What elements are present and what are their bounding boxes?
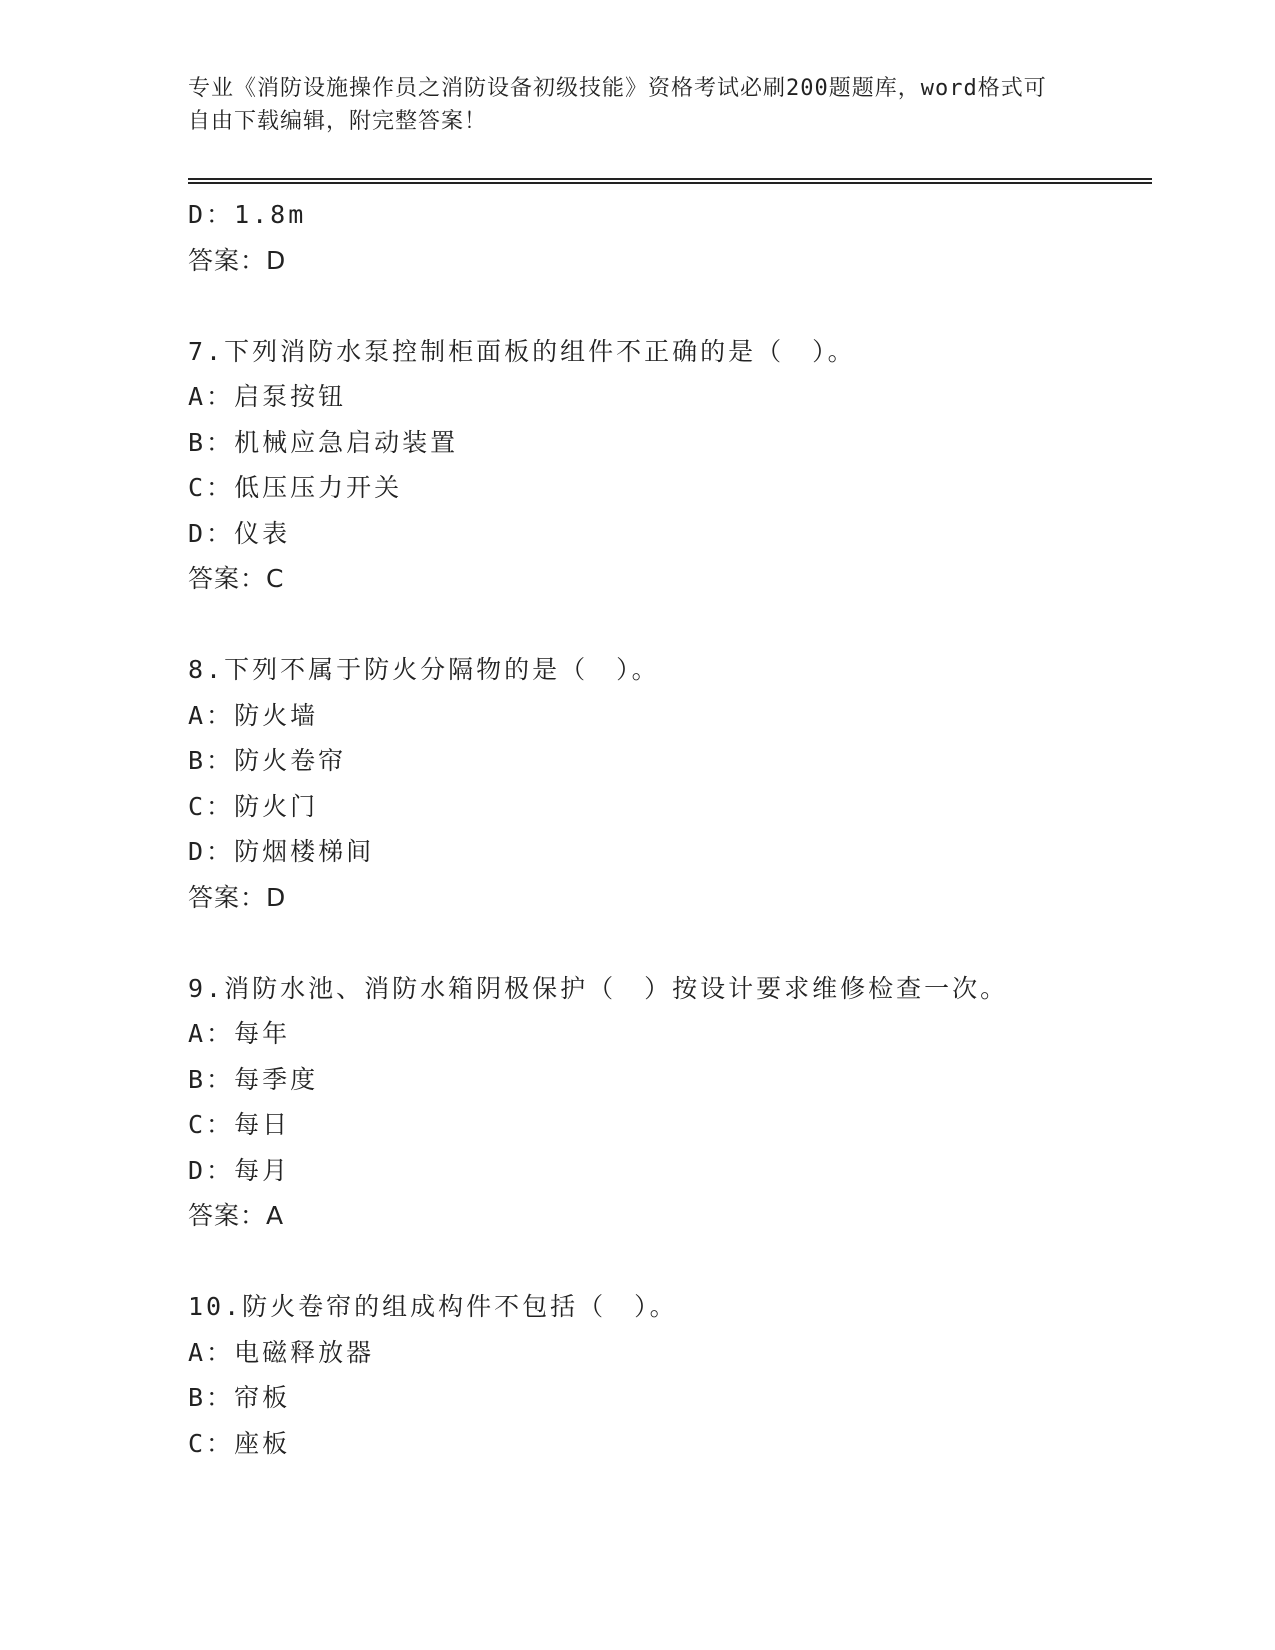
option-label: B：	[188, 746, 235, 775]
option-label: D：	[188, 200, 235, 229]
option-text: 每月	[234, 1155, 291, 1185]
option-c	[188, 465, 1148, 511]
option-text: 电磁释放器	[234, 1337, 375, 1367]
option-label: D：	[188, 837, 235, 866]
option-text: 防火门	[234, 791, 319, 821]
question-10	[188, 1284, 1148, 1466]
page-header: 专业《消防设施操作员之消防设备初级技能》资格考试必刷200题题库，word格式可自由下载编辑，附完整答案！	[188, 76, 1047, 134]
option-b	[188, 738, 1148, 784]
option-label: A：	[188, 1337, 235, 1367]
option-text: 启泵按钮	[234, 382, 347, 411]
header-divider	[188, 178, 1152, 184]
option-text: 防火墙	[234, 700, 319, 730]
option-label: C：	[188, 473, 235, 502]
question-stem: 7.下列消防水泵控制柜面板的组件不正确的是（ ）。	[188, 336, 856, 366]
option-text: 仪表	[234, 518, 291, 548]
question-8	[188, 647, 1148, 920]
option-b	[188, 1375, 1148, 1421]
question-7	[188, 329, 1148, 602]
option-text: 机械应急启动装置	[234, 427, 459, 457]
option-label: C：	[188, 791, 235, 821]
question-stem: 10.防火卷帘的组成构件不包括（ ）。	[188, 1292, 678, 1321]
option-text: 座板	[234, 1428, 291, 1458]
question-stem: 9.消防水池、消防水箱阴极保护（ ）按设计要求维修检查一次。	[188, 973, 1009, 1003]
option-label: A：	[188, 382, 235, 411]
option-text: 低压压力开关	[234, 473, 403, 502]
option-text: 每季度	[234, 1064, 319, 1094]
option-text: 1.8m	[234, 200, 307, 229]
answer: 答案：D	[188, 245, 287, 275]
option-a	[188, 693, 1148, 739]
answer: 答案：D	[188, 882, 287, 912]
option-d	[188, 1148, 1148, 1194]
option-label: A：	[188, 700, 235, 730]
option-label: D：	[188, 1155, 235, 1185]
option-text: 防火卷帘	[234, 746, 347, 775]
option-label: B：	[188, 1064, 235, 1094]
option-text: 每年	[234, 1019, 291, 1048]
option-c	[188, 1102, 1148, 1148]
option-d	[188, 511, 1148, 557]
option-b	[188, 1057, 1148, 1103]
question-stem: 8.下列不属于防火分隔物的是（ ）。	[188, 655, 660, 684]
question-list	[188, 192, 1148, 1466]
option-b	[188, 420, 1148, 466]
option-a	[188, 1330, 1148, 1376]
option-label: D：	[188, 518, 235, 548]
question-9	[188, 966, 1148, 1239]
option-label: C：	[188, 1110, 235, 1139]
partial-question	[188, 192, 1148, 283]
option-c	[188, 784, 1148, 830]
option-a	[188, 374, 1148, 420]
answer: 答案：A	[188, 1201, 285, 1230]
option-a	[188, 1011, 1148, 1057]
option-label: B：	[188, 1383, 235, 1412]
answer: 答案：C	[188, 564, 285, 593]
option-label: A：	[188, 1019, 235, 1048]
option-text: 每日	[234, 1110, 291, 1139]
option-d	[188, 829, 1148, 875]
option-text: 帘板	[234, 1383, 291, 1412]
option-label: B：	[188, 427, 235, 457]
option-text: 防烟楼梯间	[234, 837, 375, 866]
option-d	[188, 192, 1148, 238]
option-label: C：	[188, 1428, 235, 1458]
option-c	[188, 1421, 1148, 1467]
